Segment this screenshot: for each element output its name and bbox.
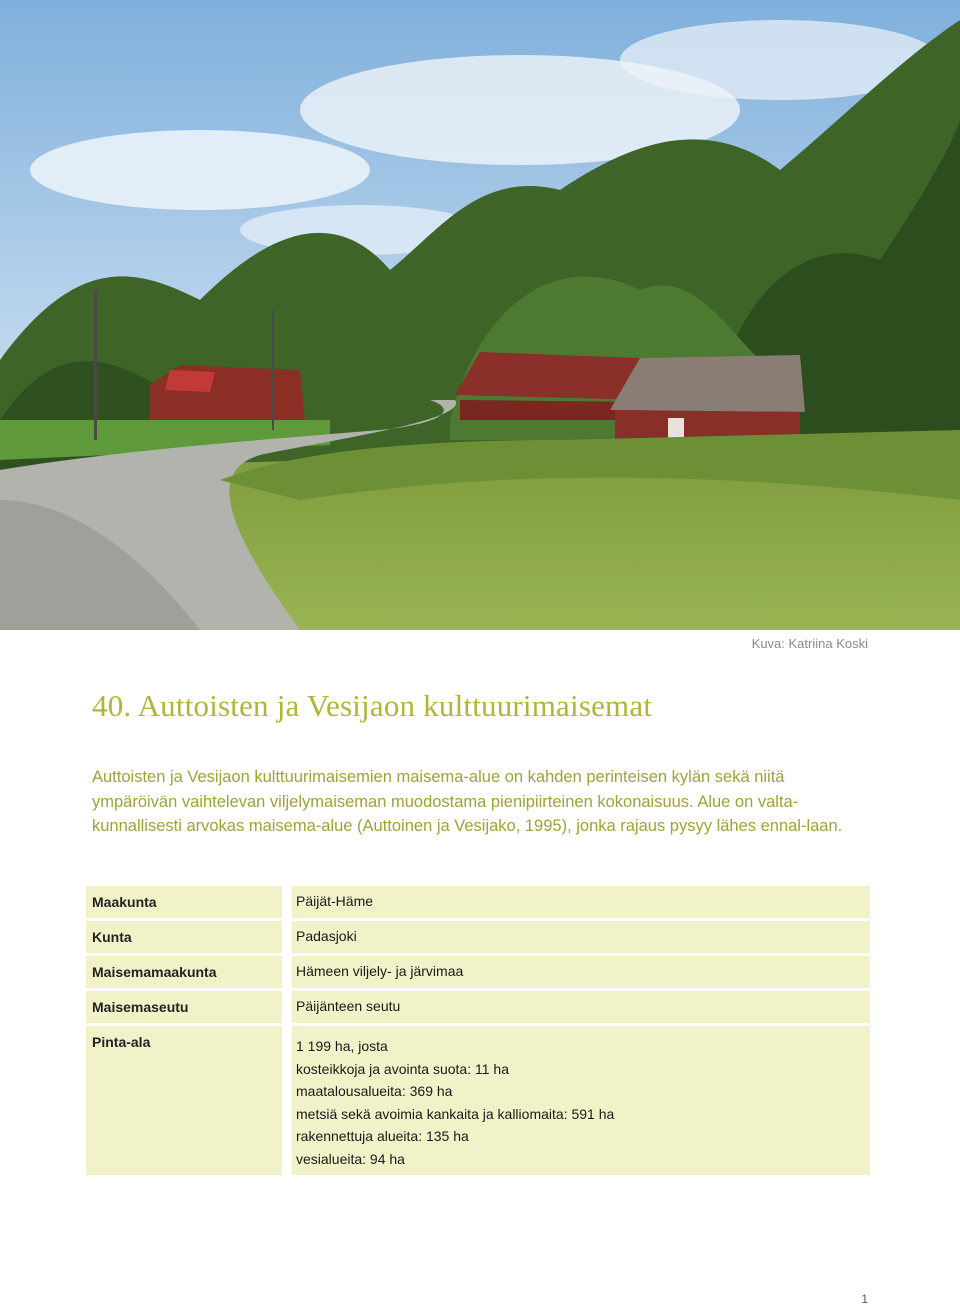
info-row-maisemaseutu [86,991,870,1023]
area-line: rakennettuja alueita: 135 ha [296,1128,469,1144]
area-breakdown [292,1026,870,1175]
info-row-maakunta [86,886,870,918]
info-row-maisemamaakunta [86,956,870,988]
info-value: Hämeen viljely- ja järvimaa [292,956,870,988]
area-line: 1 199 ha, josta [296,1038,388,1054]
info-label: Kunta [86,921,282,953]
info-row-kunta [86,921,870,953]
area-line: kosteikkoja ja avointa suota: 11 ha [296,1060,509,1077]
info-label: Pinta-ala [86,1026,282,1175]
info-label: Maisemamaakunta [86,956,282,988]
info-row-pinta-ala [86,1026,870,1175]
info-label: Maisemaseutu [86,991,282,1023]
page-title: 40. Auttoisten ja Vesijaon kulttuurimaisemat [92,688,653,723]
info-value: Päijänteen seutu [292,991,870,1023]
area-line: metsiä sekä avoimia kankaita ja kalliomaita: 591 ha [296,1105,615,1122]
page-number: 1 [861,1292,868,1306]
area-line: maatalousalueita: 369 ha [296,1083,453,1099]
intro-paragraph: Auttoisten ja Vesijaon kulttuurimaisemien maisema-alue on kahden perinteisen kylän sekä niitä ympäröivän vaihtelevan viljelymaiseman muodostama pienipiirteinen kokonaisuus. Alue on valta-kunnallisesti arvokas maisema-alue (Auttoinen ja Vesijako, 1995), jonka rajaus pysyy lähes ennal-laan. [92,768,843,835]
info-table [86,883,870,1178]
info-value: Padasjoki [292,921,870,953]
info-label: Maakunta [86,886,282,918]
info-value: Päijät-Häme [292,886,870,918]
area-line: vesialueita: 94 ha [296,1150,405,1167]
photo-credit: Kuva: Katriina Koski [751,636,868,651]
landscape-photo [0,0,960,630]
